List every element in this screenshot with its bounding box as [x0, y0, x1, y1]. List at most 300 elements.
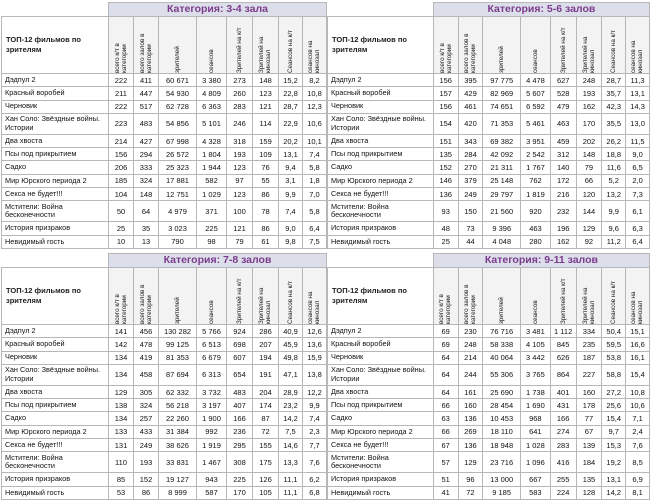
- film-name: Два хвоста: [328, 134, 434, 147]
- value-cell: 13 000: [483, 473, 521, 486]
- value-cell: 14,3: [626, 100, 650, 113]
- table-row: [328, 148, 650, 161]
- value-cell: 79: [576, 161, 602, 174]
- column-header: [109, 268, 134, 325]
- value-cell: 6,8: [303, 486, 327, 499]
- blank-cell: [2, 3, 109, 17]
- table-row: [328, 100, 650, 113]
- value-cell: 9,4: [279, 161, 303, 174]
- film-name: Красный воробей: [2, 87, 109, 100]
- value-cell: 44: [458, 235, 483, 248]
- value-cell: 16,1: [626, 351, 650, 364]
- value-cell: 214: [458, 351, 483, 364]
- value-cell: 191: [253, 364, 279, 385]
- value-cell: 12,6: [303, 325, 327, 338]
- value-cell: 31 384: [159, 425, 197, 438]
- value-cell: 5 461: [521, 113, 551, 134]
- value-cell: 40,9: [279, 325, 303, 338]
- value-cell: 21 560: [483, 201, 521, 222]
- value-cell: 69: [433, 325, 458, 338]
- value-cell: 463: [521, 222, 551, 235]
- value-cell: 458: [134, 364, 159, 385]
- value-cell: 66: [576, 174, 602, 187]
- value-cell: 1 819: [521, 188, 551, 201]
- film-name: Секса не будет!!!: [2, 188, 109, 201]
- value-cell: 7,4: [303, 148, 327, 161]
- value-cell: 626: [550, 351, 576, 364]
- table-row: [2, 351, 327, 364]
- value-cell: 627: [550, 74, 576, 87]
- film-name: Красный воробей: [2, 338, 109, 351]
- value-cell: 6,2: [303, 473, 327, 486]
- value-cell: 73: [458, 222, 483, 235]
- value-cell: 3 481: [520, 325, 550, 338]
- value-cell: 25: [109, 222, 134, 235]
- value-cell: 152: [433, 161, 458, 174]
- column-header: [227, 268, 253, 325]
- value-cell: 123: [227, 188, 253, 201]
- value-cell: 13: [134, 235, 159, 248]
- film-name: Псы под прикрытием: [2, 148, 109, 161]
- value-cell: 1 467: [197, 452, 227, 473]
- value-cell: 4 328: [197, 134, 227, 147]
- column-header: [626, 17, 650, 74]
- value-cell: 3 197: [197, 399, 227, 412]
- value-cell: 97 775: [483, 74, 521, 87]
- value-cell: 11,2: [602, 235, 626, 248]
- value-cell: 86: [253, 222, 279, 235]
- column-header: [303, 268, 327, 325]
- value-cell: 87: [253, 412, 279, 425]
- value-cell: 13,3: [279, 452, 303, 473]
- value-cell: 260: [227, 87, 253, 100]
- value-cell: 416: [550, 452, 576, 473]
- value-cell: 134: [109, 351, 134, 364]
- film-name: История призраков: [2, 473, 109, 486]
- value-cell: 318: [227, 134, 253, 147]
- value-cell: 96: [458, 473, 483, 486]
- value-cell: 40 064: [483, 351, 521, 364]
- value-cell: 28 454: [483, 399, 521, 412]
- value-cell: 654: [227, 364, 253, 385]
- film-name: История призраков: [328, 222, 434, 235]
- column-header: [576, 268, 602, 325]
- film-name: Черновик: [328, 100, 434, 113]
- value-cell: 166: [550, 412, 576, 425]
- value-cell: 371: [197, 201, 227, 222]
- value-cell: 5 101: [197, 113, 227, 134]
- value-cell: 447: [134, 87, 159, 100]
- value-cell: 166: [227, 412, 253, 425]
- column-header-label: сеансов: [531, 300, 539, 324]
- value-cell: 25,6: [602, 399, 626, 412]
- column-header: [134, 17, 159, 74]
- value-cell: 283: [227, 100, 253, 113]
- value-cell: 133: [109, 425, 134, 438]
- column-header: [550, 17, 576, 74]
- table-row: [328, 351, 650, 364]
- value-cell: 156: [433, 100, 458, 113]
- value-cell: 225: [197, 222, 227, 235]
- value-cell: 920: [521, 201, 551, 222]
- value-cell: 13,1: [602, 473, 626, 486]
- value-cell: 1,8: [303, 174, 327, 187]
- value-cell: 698: [227, 338, 253, 351]
- value-cell: 42 092: [483, 148, 521, 161]
- value-cell: 478: [134, 338, 159, 351]
- value-cell: 607: [227, 351, 253, 364]
- table-row: [328, 134, 650, 147]
- value-cell: 206: [109, 161, 134, 174]
- column-header-label: Зрителей на к/т: [235, 278, 243, 324]
- category-title: Категория: 5-6 залов: [433, 3, 649, 17]
- value-cell: 294: [134, 148, 159, 161]
- value-cell: 66: [433, 425, 458, 438]
- table-row: [2, 385, 327, 398]
- value-cell: 6,9: [626, 473, 650, 486]
- value-cell: 50: [109, 201, 134, 222]
- table-row: [2, 486, 327, 499]
- film-name: Садко: [2, 161, 109, 174]
- value-cell: 9,0: [626, 148, 650, 161]
- table-row: [328, 399, 650, 412]
- value-cell: 121: [227, 222, 253, 235]
- value-cell: 136: [433, 188, 458, 201]
- film-name: Два хвоста: [2, 385, 109, 398]
- value-cell: 6,1: [626, 201, 650, 222]
- category-table-4: [327, 253, 650, 500]
- value-cell: 35: [134, 222, 159, 235]
- value-cell: 25 323: [159, 161, 197, 174]
- value-cell: 144: [576, 201, 602, 222]
- value-cell: 2,0: [626, 174, 650, 187]
- value-cell: 257: [134, 412, 159, 425]
- value-cell: 230: [458, 325, 483, 338]
- film-name: Мстители: Война бесконечности: [328, 452, 434, 473]
- value-cell: 456: [134, 325, 159, 338]
- value-cell: 121: [253, 100, 279, 113]
- value-cell: 55 306: [483, 364, 521, 385]
- value-cell: 161: [458, 385, 483, 398]
- value-cell: 270: [458, 161, 483, 174]
- value-cell: 126: [253, 473, 279, 486]
- value-cell: 249: [458, 188, 483, 201]
- column-header: [576, 17, 602, 74]
- value-cell: 92: [576, 235, 602, 248]
- value-cell: 129: [576, 222, 602, 235]
- value-cell: 7,1: [626, 412, 650, 425]
- value-cell: 67: [433, 439, 458, 452]
- value-cell: 64: [433, 351, 458, 364]
- column-header-label: всего к/т в категории: [438, 294, 453, 324]
- film-name: Мстители: Война бесконечности: [2, 201, 109, 222]
- value-cell: 64: [433, 385, 458, 398]
- value-cell: 28,9: [279, 385, 303, 398]
- table-row: [328, 473, 650, 486]
- value-cell: 5,8: [303, 161, 327, 174]
- value-cell: 136: [458, 439, 483, 452]
- column-header: [626, 268, 650, 325]
- value-cell: 22,8: [279, 87, 303, 100]
- value-cell: 517: [134, 100, 159, 113]
- value-cell: 1 028: [520, 439, 550, 452]
- table-row: [2, 412, 327, 425]
- film-name: Мир Юрского периода 2: [328, 425, 434, 438]
- value-cell: 7,5: [303, 235, 327, 248]
- value-cell: 38 626: [159, 439, 197, 452]
- column-header: [550, 268, 576, 325]
- film-name: Дэдпул 2: [2, 325, 109, 338]
- value-cell: 395: [458, 74, 483, 87]
- value-cell: 22,9: [279, 113, 303, 134]
- value-cell: 463: [550, 113, 576, 134]
- value-cell: 170: [227, 486, 253, 499]
- value-cell: 2,4: [626, 425, 650, 438]
- value-cell: 427: [134, 134, 159, 147]
- value-cell: 150: [458, 201, 483, 222]
- value-cell: 211: [109, 87, 134, 100]
- value-cell: 58,8: [602, 364, 626, 385]
- value-cell: 134: [109, 364, 134, 385]
- table-row: [2, 439, 327, 452]
- value-cell: 148: [253, 74, 279, 87]
- value-cell: 943: [197, 473, 227, 486]
- column-header: [159, 17, 197, 74]
- value-cell: 22 260: [159, 412, 197, 425]
- column-header-label: Зрителей на кинозал: [581, 36, 596, 73]
- value-cell: 222: [109, 74, 134, 87]
- value-cell: 151: [433, 134, 458, 147]
- value-cell: 223: [109, 113, 134, 134]
- value-cell: 6 592: [521, 100, 551, 113]
- value-cell: 129: [109, 385, 134, 398]
- value-cell: 196: [550, 222, 576, 235]
- value-cell: 13,1: [626, 87, 650, 100]
- value-cell: 27,2: [602, 385, 626, 398]
- value-cell: 7,5: [279, 425, 303, 438]
- value-cell: 155: [253, 439, 279, 452]
- column-header: [253, 17, 279, 74]
- column-header-label: зрителей: [498, 46, 506, 73]
- column-header-label: Сеансов на к/т: [610, 281, 618, 324]
- value-cell: 60 671: [159, 74, 197, 87]
- film-name: Хан Соло: Звёздные войны. Истории: [2, 113, 109, 134]
- column-header-label: Сеансов на к/т: [610, 30, 618, 73]
- table-row: [328, 364, 650, 385]
- value-cell: 135: [433, 148, 458, 161]
- value-cell: 4 979: [159, 201, 197, 222]
- value-cell: 11,5: [626, 134, 650, 147]
- value-cell: 11,3: [626, 74, 650, 87]
- table-row: [2, 113, 327, 134]
- value-cell: 120: [576, 188, 602, 201]
- value-cell: 3 951: [521, 134, 551, 147]
- value-cell: 1 900: [197, 412, 227, 425]
- film-name: Невидимый гость: [2, 235, 109, 248]
- value-cell: 185: [109, 174, 134, 187]
- table-row: [2, 425, 327, 438]
- column-header: [483, 17, 521, 74]
- value-cell: 26,2: [602, 134, 626, 147]
- value-cell: 156: [433, 74, 458, 87]
- table-row: [2, 338, 327, 351]
- value-cell: 64: [134, 201, 159, 222]
- value-cell: 110: [109, 452, 134, 473]
- value-cell: 170: [576, 113, 602, 134]
- value-cell: 15,4: [626, 364, 650, 385]
- value-cell: 71 353: [483, 113, 521, 134]
- column-header-label: всего к/т в категории: [113, 294, 128, 324]
- value-cell: 483: [227, 385, 253, 398]
- value-cell: 7,6: [626, 439, 650, 452]
- value-cell: 3 765: [520, 364, 550, 385]
- column-header: [521, 17, 551, 74]
- table-row: [328, 201, 650, 222]
- value-cell: 33 831: [159, 452, 197, 473]
- table-row: [328, 425, 650, 438]
- film-name: Красный воробей: [328, 87, 434, 100]
- category-table-3: [1, 253, 327, 500]
- column-header-label: Зрителей на кинозал: [581, 287, 596, 324]
- value-cell: 1 690: [520, 399, 550, 412]
- column-header-label: Сеансов на к/т: [286, 281, 294, 324]
- value-cell: 6 513: [197, 338, 227, 351]
- value-cell: 11,1: [279, 486, 303, 499]
- value-cell: 14,6: [279, 439, 303, 452]
- value-cell: 10,8: [626, 385, 650, 398]
- film-name: Мстители: Война бесконечности: [328, 201, 434, 222]
- value-cell: 214: [109, 134, 134, 147]
- value-cell: 138: [109, 399, 134, 412]
- value-cell: 57: [433, 452, 458, 473]
- table-row: [2, 74, 327, 87]
- value-cell: 12 751: [159, 188, 197, 201]
- value-cell: 11,6: [602, 161, 626, 174]
- value-cell: 280: [521, 235, 551, 248]
- film-name: Мир Юрского периода 2: [328, 174, 434, 187]
- column-header-label: сеансов: [207, 49, 215, 73]
- column-header-label: всего залов в категории: [463, 33, 478, 73]
- value-cell: 99 125: [159, 338, 197, 351]
- value-cell: 204: [253, 385, 279, 398]
- value-cell: 7,4: [303, 412, 327, 425]
- value-cell: 146: [433, 174, 458, 187]
- value-cell: 433: [134, 425, 159, 438]
- value-cell: 86: [253, 188, 279, 201]
- table-row: [328, 174, 650, 187]
- film-name: Черновик: [2, 351, 109, 364]
- value-cell: 255: [550, 473, 576, 486]
- value-cell: 129: [458, 452, 483, 473]
- value-cell: 1 804: [197, 148, 227, 161]
- film-name: Невидимый гость: [2, 486, 109, 499]
- value-cell: 10,1: [303, 134, 327, 147]
- value-cell: 72: [253, 425, 279, 438]
- table-row: [2, 325, 327, 338]
- value-cell: 67: [576, 425, 602, 438]
- value-cell: 9,9: [279, 188, 303, 201]
- value-cell: 207: [253, 338, 279, 351]
- value-cell: 401: [550, 385, 576, 398]
- value-cell: 246: [227, 113, 253, 134]
- table-row: [328, 385, 650, 398]
- value-cell: 12,3: [303, 100, 327, 113]
- value-cell: 1 112: [550, 325, 576, 338]
- film-name: Мстители: Война бесконечности: [2, 452, 109, 473]
- column-header-label: всего залов в категории: [463, 284, 478, 324]
- value-cell: 8 999: [159, 486, 197, 499]
- value-cell: 324: [134, 174, 159, 187]
- value-cell: 3 732: [197, 385, 227, 398]
- value-cell: 66: [433, 399, 458, 412]
- table-row: [328, 412, 650, 425]
- column-header: [433, 268, 458, 325]
- column-header: [458, 17, 483, 74]
- film-name: Невидимый гость: [328, 486, 434, 499]
- value-cell: 109: [253, 148, 279, 161]
- value-cell: 587: [197, 486, 227, 499]
- value-cell: 72: [458, 486, 483, 499]
- value-cell: 15,2: [279, 74, 303, 87]
- value-cell: 178: [576, 399, 602, 412]
- column-header: [458, 268, 483, 325]
- value-cell: 61: [253, 235, 279, 248]
- table-row: [328, 188, 650, 201]
- value-cell: 13,2: [602, 188, 626, 201]
- column-header: [197, 268, 227, 325]
- table-row: [2, 148, 327, 161]
- film-name: Псы под прикрытием: [328, 399, 434, 412]
- value-cell: 7,4: [279, 201, 303, 222]
- value-cell: 334: [576, 325, 602, 338]
- value-cell: 528: [550, 87, 576, 100]
- value-cell: 4 105: [520, 338, 550, 351]
- value-cell: 160: [458, 399, 483, 412]
- value-cell: 419: [134, 351, 159, 364]
- film-name: Хан Соло: Звёздные войны. Истории: [328, 364, 434, 385]
- value-cell: 69: [433, 338, 458, 351]
- value-cell: 35,7: [602, 87, 626, 100]
- value-cell: 20,2: [279, 134, 303, 147]
- value-cell: 6 363: [197, 100, 227, 113]
- value-cell: 9,7: [602, 425, 626, 438]
- film-name: Садко: [2, 412, 109, 425]
- value-cell: 992: [197, 425, 227, 438]
- value-cell: 667: [520, 473, 550, 486]
- film-name: Садко: [328, 412, 434, 425]
- table-row: [328, 161, 650, 174]
- value-cell: 1 944: [197, 161, 227, 174]
- film-name: Дэдпул 2: [328, 74, 434, 87]
- value-cell: 62 728: [159, 100, 197, 113]
- value-cell: 28,7: [279, 100, 303, 113]
- film-name: Два хвоста: [2, 134, 109, 147]
- film-name: История призраков: [328, 473, 434, 486]
- value-cell: 1 738: [520, 385, 550, 398]
- value-cell: 67 998: [159, 134, 197, 147]
- value-cell: 431: [550, 399, 576, 412]
- film-name: Невидимый гость: [328, 235, 434, 248]
- column-header-label: Зрителей на к/т: [559, 278, 567, 324]
- value-cell: 284: [458, 148, 483, 161]
- column-header-label: Зрителей на к/т: [235, 27, 243, 73]
- column-header-label: Зрителей на кинозал: [258, 287, 273, 324]
- value-cell: 17 881: [159, 174, 197, 187]
- value-cell: 9,0: [279, 222, 303, 235]
- column-header-label: зрителей: [498, 297, 506, 324]
- value-cell: 8,2: [303, 74, 327, 87]
- value-cell: 1 767: [521, 161, 551, 174]
